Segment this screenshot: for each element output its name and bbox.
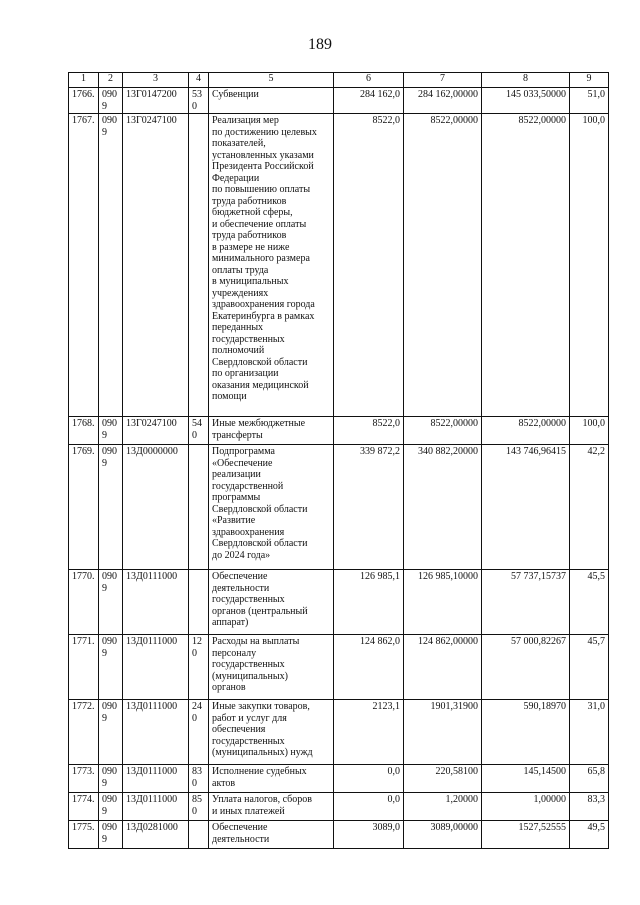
row-number-cell: 1772.: [69, 700, 99, 765]
target-code-cell: 13Д0111000: [123, 765, 189, 793]
row-number-cell: 1775.: [69, 821, 99, 849]
section-code-cell: 0909: [99, 700, 123, 765]
expense-type-cell: [189, 114, 209, 417]
row-number-cell: 1767.: [69, 114, 99, 417]
table-row: [69, 445, 609, 570]
approved-amount-cell: 284 162,0: [334, 88, 404, 114]
table-row: [69, 821, 609, 849]
approved-amount-cell: 0,0: [334, 765, 404, 793]
table-row: [69, 635, 609, 700]
executed-amount-cell: 8522,00000: [482, 417, 570, 445]
item-name-cell: Иные закупки товаров, работ и услуг для обеспечения государственных (муниципальных) нужд: [209, 700, 334, 765]
item-name-cell: Подпрограмма «Обеспечение реализации государственной программы Свердловской области «Развитие здравоохранения Свердловской области до 2024 года»: [209, 445, 334, 570]
section-code-cell: 0909: [99, 570, 123, 635]
item-name-cell: Уплата налогов, сборов и иных платежей: [209, 793, 334, 821]
expense-type-cell: [189, 821, 209, 849]
expense-type-cell: 850: [189, 793, 209, 821]
expense-type-cell: [189, 445, 209, 570]
execution-percent-cell: 100,0: [570, 114, 609, 417]
table-row: [69, 765, 609, 793]
header-cell: 7: [404, 73, 482, 88]
target-code-cell: 13Г0247100: [123, 417, 189, 445]
planned-amount-cell: 3089,00000: [404, 821, 482, 849]
table-row: [69, 417, 609, 445]
item-name-cell: Иные межбюджетные трансферты: [209, 417, 334, 445]
section-code-cell: 0909: [99, 417, 123, 445]
header-cell: 3: [123, 73, 189, 88]
target-code-cell: 13Д0111000: [123, 635, 189, 700]
planned-amount-cell: 126 985,10000: [404, 570, 482, 635]
budget-table: [68, 72, 609, 849]
expense-type-cell: 530: [189, 88, 209, 114]
section-code-cell: 0909: [99, 88, 123, 114]
header-cell: 4: [189, 73, 209, 88]
approved-amount-cell: 0,0: [334, 793, 404, 821]
table-row: [69, 570, 609, 635]
item-name-cell: Исполнение судебных актов: [209, 765, 334, 793]
target-code-cell: 13Д0111000: [123, 793, 189, 821]
execution-percent-cell: 51,0: [570, 88, 609, 114]
table-row: [69, 793, 609, 821]
target-code-cell: 13Г0147200: [123, 88, 189, 114]
header-cell: 1: [69, 73, 99, 88]
planned-amount-cell: 340 882,20000: [404, 445, 482, 570]
execution-percent-cell: 42,2: [570, 445, 609, 570]
execution-percent-cell: 31,0: [570, 700, 609, 765]
execution-percent-cell: 49,5: [570, 821, 609, 849]
execution-percent-cell: 100,0: [570, 417, 609, 445]
expense-type-cell: 830: [189, 765, 209, 793]
table-body: [69, 88, 609, 849]
item-name-cell: Расходы на выплаты персоналу государственных (муниципальных) органов: [209, 635, 334, 700]
executed-amount-cell: 8522,00000: [482, 114, 570, 417]
planned-amount-cell: 124 862,00000: [404, 635, 482, 700]
planned-amount-cell: 8522,00000: [404, 114, 482, 417]
row-number-cell: 1771.: [69, 635, 99, 700]
planned-amount-cell: 1901,31900: [404, 700, 482, 765]
executed-amount-cell: 145,14500: [482, 765, 570, 793]
section-code-cell: 0909: [99, 635, 123, 700]
execution-percent-cell: 65,8: [570, 765, 609, 793]
section-code-cell: 0909: [99, 445, 123, 570]
executed-amount-cell: 57 737,15737: [482, 570, 570, 635]
expense-type-cell: 120: [189, 635, 209, 700]
planned-amount-cell: 1,20000: [404, 793, 482, 821]
table-row: [69, 114, 609, 417]
section-code-cell: 0909: [99, 765, 123, 793]
approved-amount-cell: 8522,0: [334, 417, 404, 445]
approved-amount-cell: 2123,1: [334, 700, 404, 765]
expense-type-cell: 540: [189, 417, 209, 445]
execution-percent-cell: 83,3: [570, 793, 609, 821]
section-code-cell: 0909: [99, 793, 123, 821]
execution-percent-cell: 45,7: [570, 635, 609, 700]
target-code-cell: 13Д0111000: [123, 570, 189, 635]
row-number-cell: 1774.: [69, 793, 99, 821]
executed-amount-cell: 1,00000: [482, 793, 570, 821]
planned-amount-cell: 220,58100: [404, 765, 482, 793]
header-row: [69, 73, 609, 88]
executed-amount-cell: 1527,52555: [482, 821, 570, 849]
target-code-cell: 13Г0247100: [123, 114, 189, 417]
header-cell: 2: [99, 73, 123, 88]
table-row: [69, 88, 609, 114]
planned-amount-cell: 284 162,00000: [404, 88, 482, 114]
execution-percent-cell: 45,5: [570, 570, 609, 635]
approved-amount-cell: 3089,0: [334, 821, 404, 849]
table-row: [69, 700, 609, 765]
approved-amount-cell: 124 862,0: [334, 635, 404, 700]
expense-type-cell: [189, 570, 209, 635]
page-number: 189: [308, 36, 332, 53]
approved-amount-cell: 126 985,1: [334, 570, 404, 635]
row-number-cell: 1769.: [69, 445, 99, 570]
target-code-cell: 13Д0281000: [123, 821, 189, 849]
row-number-cell: 1766.: [69, 88, 99, 114]
approved-amount-cell: 8522,0: [334, 114, 404, 417]
section-code-cell: 0909: [99, 114, 123, 417]
target-code-cell: 13Д0111000: [123, 700, 189, 765]
executed-amount-cell: 143 746,96415: [482, 445, 570, 570]
approved-amount-cell: 339 872,2: [334, 445, 404, 570]
item-name-cell: Реализация мер по достижению целевых показателей, установленных указами Президента Российской Федерации по повышению оплаты труда работников бюджетной сферы, и обеспечение оплаты труда работников в размере не ниже минимального размера оплаты труда в муниципальных учреждениях здравоохранения города Екатеринбурга в рамках переданных государственных полномочий Свердловской области по организации оказания медицинской помощи: [209, 114, 334, 417]
section-code-cell: 0909: [99, 821, 123, 849]
row-number-cell: 1773.: [69, 765, 99, 793]
header-cell: 5: [209, 73, 334, 88]
planned-amount-cell: 8522,00000: [404, 417, 482, 445]
target-code-cell: 13Д0000000: [123, 445, 189, 570]
item-name-cell: Обеспечение деятельности государственных органов (центральный аппарат): [209, 570, 334, 635]
executed-amount-cell: 590,18970: [482, 700, 570, 765]
item-name-cell: Обеспечение деятельности: [209, 821, 334, 849]
row-number-cell: 1768.: [69, 417, 99, 445]
executed-amount-cell: 145 033,50000: [482, 88, 570, 114]
header-cell: 9: [570, 73, 609, 88]
header-cell: 8: [482, 73, 570, 88]
executed-amount-cell: 57 000,82267: [482, 635, 570, 700]
header-cell: 6: [334, 73, 404, 88]
item-name-cell: Субвенции: [209, 88, 334, 114]
expense-type-cell: 240: [189, 700, 209, 765]
row-number-cell: 1770.: [69, 570, 99, 635]
